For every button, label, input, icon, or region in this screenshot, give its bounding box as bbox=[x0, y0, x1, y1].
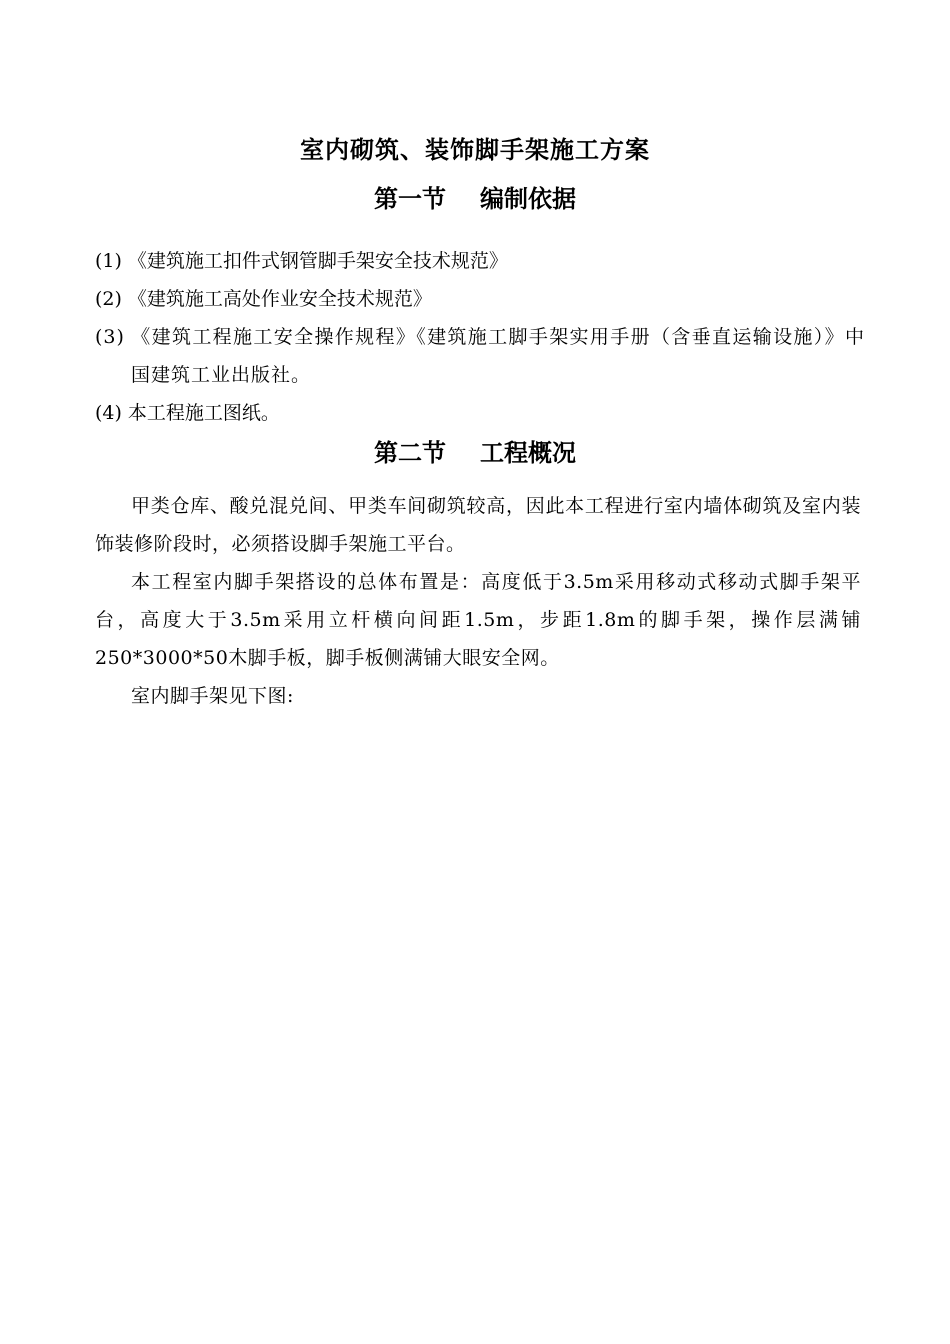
reference-text: 《建筑施工扣件式钢管脚手架安全技术规范》 bbox=[127, 250, 508, 272]
overview-body bbox=[95, 487, 861, 715]
reference-item bbox=[95, 318, 865, 394]
reference-item bbox=[95, 280, 865, 318]
section-1-number: 第一节 bbox=[374, 184, 446, 213]
section-2-name: 工程概况 bbox=[480, 438, 576, 467]
reference-number: (4) bbox=[95, 402, 122, 424]
overview-paragraph: 室内脚手架见下图: bbox=[131, 685, 294, 707]
section-1-heading bbox=[0, 181, 950, 217]
document-title: 室内砌筑、装饰脚手架施工方案 bbox=[300, 135, 650, 164]
reference-list bbox=[95, 242, 865, 432]
section-2-heading bbox=[0, 435, 950, 471]
overview-paragraph: 甲类仓库、酸兑混兑间、甲类车间砌筑较高，因此本工程进行室内墙体砌筑及室内装饰装修阶段时，必须搭设脚手架施工平台。 bbox=[95, 495, 861, 555]
reference-text: 本工程施工图纸。 bbox=[127, 402, 280, 424]
reference-item bbox=[95, 394, 865, 432]
overview-paragraph: 本工程室内脚手架搭设的总体布置是：高度低于3.5m采用移动式移动式脚手架平台，高度大于3.5m采用立杆横向间距1.5m，步距1.8m的脚手架，操作层满铺250*3000*50木脚手板，脚手板侧满铺大眼安全网。 bbox=[95, 571, 861, 669]
section-2-number: 第二节 bbox=[374, 438, 446, 467]
reference-item bbox=[95, 242, 865, 280]
reference-text: 《建筑工程施工安全操作规程》《建筑施工脚手架实用手册（含垂直运输设施）》中国建筑工业出版社。 bbox=[130, 326, 865, 386]
section-1-name: 编制依据 bbox=[480, 184, 576, 213]
reference-number: (3) bbox=[95, 326, 125, 348]
reference-number: (1) bbox=[95, 250, 122, 272]
reference-number: (2) bbox=[95, 288, 122, 310]
reference-text: 《建筑施工高处作业安全技术规范》 bbox=[127, 288, 432, 310]
